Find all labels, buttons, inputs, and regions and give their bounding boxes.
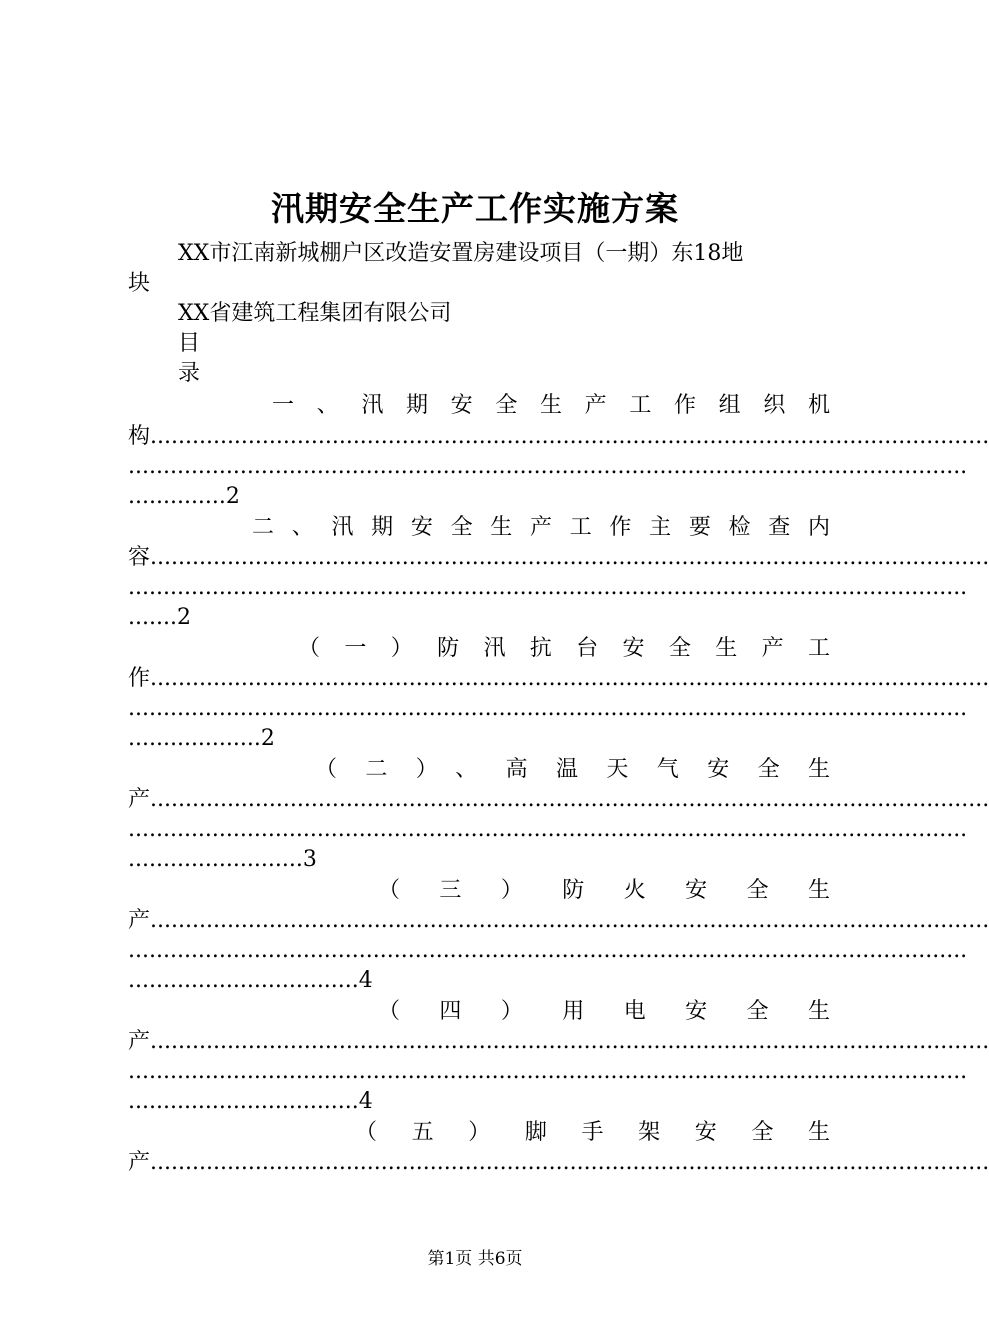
toc-entry-5-leader: 产........................................................................................................................	[128, 908, 989, 933]
toc-entry-2-leader-2: ........................................................................................................................	[128, 575, 968, 600]
toc-label-lu: 录	[178, 361, 201, 386]
toc-entry-3-page: 2	[260, 726, 275, 751]
toc-entry-6-heading[interactable]: （四）用电安全生	[378, 999, 830, 1024]
toc-entry-1-leader: 构........................................................................................................................	[128, 424, 989, 449]
toc-entry-5-leader-2: ........................................................................................................................	[128, 938, 968, 963]
toc-entry-2-page: 2	[176, 605, 191, 630]
company-name: XX省建筑工程集团有限公司	[178, 301, 452, 326]
toc-entry-3-leader-2: ........................................................................................................................	[128, 696, 968, 721]
toc-entry-4-tail: 产	[128, 787, 151, 812]
toc-entry-7-leader: 产........................................................................................................................	[128, 1150, 989, 1175]
toc-entry-1-tail: 构	[128, 424, 151, 449]
toc-entry-6-leader-3: .................................4	[128, 1089, 373, 1114]
toc-entry-2-heading[interactable]: 二、汛期安全生产工作主要检查内	[252, 515, 830, 540]
document-title: 汛期安全生产工作实施方案	[271, 189, 679, 228]
toc-entry-4-page: 3	[302, 847, 317, 872]
toc-entry-6-leader: 产........................................................................................................................	[128, 1029, 989, 1054]
toc-entry-3-leader-3: ...................2	[128, 726, 275, 751]
toc-entry-5-page: 4	[358, 968, 373, 993]
toc-entry-1-leader-2: ........................................................................................................................	[128, 454, 968, 479]
toc-entry-4-heading[interactable]: （二）、高温天气安全生	[315, 757, 830, 782]
toc-entry-2-leader: 容........................................................................................................................	[128, 545, 989, 570]
page-footer: 第1页 共6页	[427, 1249, 523, 1269]
toc-entry-1-leader-3: ..............2	[128, 484, 240, 509]
toc-entry-5-heading[interactable]: （三）防火安全生	[378, 878, 830, 903]
toc-entry-1-page: 2	[225, 484, 240, 509]
toc-entry-3-tail: 作	[128, 666, 151, 691]
toc-entry-2-tail: 容	[128, 545, 151, 570]
toc-entry-1-heading[interactable]: 一、汛期安全生产工作组织机	[272, 393, 830, 418]
toc-entry-4-leader-2: ........................................................................................................................	[128, 817, 968, 842]
toc-entry-7-heading[interactable]: （五）脚手架安全生	[355, 1120, 830, 1145]
toc-entry-6-leader-2: ........................................................................................................................	[128, 1059, 968, 1084]
toc-entry-3-leader: 作........................................................................................................................	[128, 666, 989, 691]
toc-entry-6-tail: 产	[128, 1029, 151, 1054]
toc-entry-5-tail: 产	[128, 908, 151, 933]
project-name-continuation: 块	[128, 271, 151, 296]
toc-entry-2-leader-3: .......2	[128, 605, 191, 630]
toc-entry-7-tail: 产	[128, 1150, 151, 1175]
toc-entry-4-leader-3: .........................3	[128, 847, 317, 872]
project-name-line: XX市江南新城棚户区改造安置房建设项目（一期）东18地	[178, 241, 744, 266]
toc-entry-6-page: 4	[358, 1089, 373, 1114]
toc-label-mu: 目	[178, 331, 201, 356]
toc-entry-3-heading[interactable]: （一）防汛抗台安全生产工	[298, 636, 830, 661]
toc-entry-4-leader: 产........................................................................................................................	[128, 787, 989, 812]
toc-entry-5-leader-3: .................................4	[128, 968, 373, 993]
